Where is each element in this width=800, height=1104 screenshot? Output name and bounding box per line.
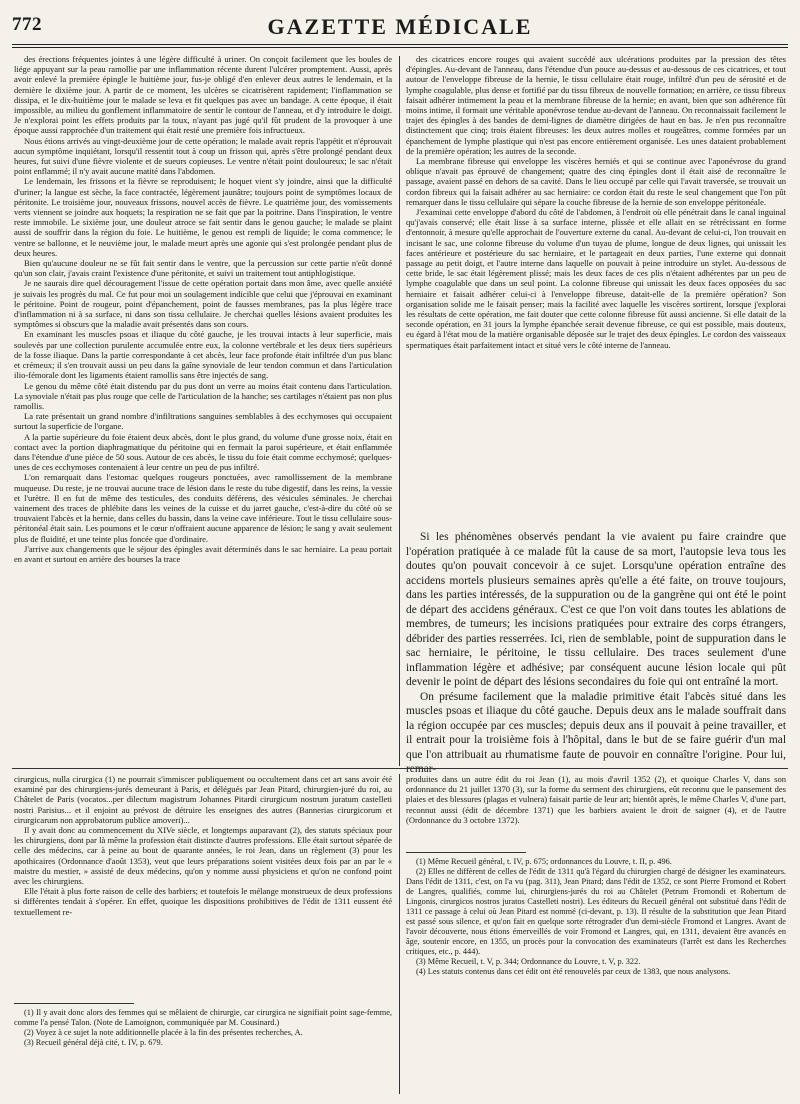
- column-divider: [399, 56, 400, 766]
- paragraph: A la partie supérieure du foie étaient deux abcès, dont le plus grand, du volume d'une grosse noix, était en contact avec la portion diaphragmatique du péritoine qui en fermait la paroi supérieure, et était enflammée dans l'étendue d'une pièce de 50 sous. Autour de ces abcès, le tissu du foie était comme ecchymosé; quelques-unes de ces ecchymoses contenaient à leur centre un peu de pus infiltré.: [14, 431, 392, 473]
- lower-right-column: [406, 774, 786, 850]
- paragraph: Bien qu'aucune douleur ne se fût fait sentir dans le ventre, que la percussion sur cette partie n'eût donné qu'un son clair, j'avais craint l'existence d'une péritonite, et suivi un traitement tout antiphlogistique.: [14, 258, 392, 279]
- paragraph: Si les phénomènes observés pendant la vie avaient pu faire craindre que l'opération pratiquée à ce malade fût la cause de sa mort, l'autopsie leva tous les doutes qu'on pouvait concevoir à ce sujet. Lorsqu'une opération entraîne des accidens mortels plusieurs semaines après qu'elle a été faite, on trouve toujours, dans les parties intéressés, de la suppuration ou de la gangrène qui ont été le point de départ des accidens généraux. C'est ce que l'on voit dans toutes les ablations de membres, de tumeurs; les incisions pratiquées pour extraire des corps étrangers, débrider des parties resserrées. Ici, rien de semblable, point de suppuration dans le sac herniaire, le péritoine, le tissu cellulaire. Des traces seulement d'une inflammation légère et adhésive; par conséquent aucune lésion locale qui pût devenir le point de départ des lésions secondaires du foie qui ont entraîné la mort.: [406, 531, 786, 688]
- paragraph: produites dans un autre édit du roi Jean (1), au mois d'avril 1352 (2), et quoique Charles V, dans son ordonnance du 21 juillet 1370 (3), sur la forme du serment des chirurgiens, eût reconnu que le pansement des plaies et des blessures (plagas et vulnera) faisait partie de leur art; bientôt après, le même Charles V, d'une part, reconnut aussi (édit de décembre 1371) que les barbiers avaient le droit de saigner (4), et de l'autre (Ordonnance du 3 octobre 1372).: [406, 774, 786, 825]
- paragraph: La rate présentait un grand nombre d'infiltrations sanguines semblables à des ecchymoses qui occupaient surtout la superficie de l'organe.: [14, 411, 392, 432]
- footnote: (3) Recueil général déjà cité, t. IV, p. 679.: [24, 1038, 163, 1047]
- paragraph: Le genou du même côté était distendu par du pus dont un verre au moins était contenu dans l'articulation. La synoviale n'était pas plus rouge que celle de l'articulation de la hanche; ses cartilages n'étaient pas non plus ramollis.: [14, 380, 392, 411]
- page-header: [12, 14, 788, 40]
- footnote: (1) Il y avait donc alors des femmes qui se mêlaient de chirurgie, car cirurgica ne signifiait point sage-femme, comme l'a pensé Talon. (Note de Lamoignon, communiquée par M. Cousinard.): [14, 1008, 392, 1027]
- lower-left-column: [14, 774, 392, 1000]
- footnote: (2) Elles ne diffèrent de celles de l'édit de 1311 qu'à l'égard du chirurgien chargé de désigner les examinateurs. Dans l'édit de 1311, c'est, on l'a vu (pag. 311), Jean Pitard; dans l'édit de 1352, ce sont Pierre Fromond et Robert de Langres, qualifiés, comme lui, chirurgiens-jurés du roi au Châtelet (Petrum Fromondi et Robertum de Lingonis, cirurgicos nostros juratos Castelleti nostri). Les éditeurs du Recueil général ont substitué dans l'édit de 1311 ce passage à celui où Jean Pitard est nommé (ci-devant, p. 13). Il résulte de la substitution que Jean Pitard est passé sous silence, et qu'on fait en quelque sorte rétrograder d'un demi-siècle Fromond et Langres. Avant de l'avoir découverte, nous étions émerveillés de voir Fromond et Langres, qui, en 1311, devaient être avancés en âge, soutenir encore, en 1355, un procès pour la convocation des examinateurs (l'arrêt est dans les Recherches critiques, etc., p. 444).: [406, 867, 786, 956]
- header-rule: [12, 44, 788, 45]
- lower-right-footnotes: [406, 857, 786, 1100]
- paragraph: L'on remarquait dans l'estomac quelques rougeurs ponctuées, avec ramollissement de la membrane muqueuse. Du reste, je ne trouvai aucune trace de lésion dans le reste du tube digestif, dans les reins, la vessie et l'urètre. Il en fut de même des testicules, des conduits déférens, des vésicules séminales. Je cherchai vainement des traces de phlébite dans les veines de la cuisse et du jarret gauche, c'est-à-dire du côté où se trouvaient l'abcès et la hernie, dans celles du bassin, dans la veine cave inférieure. Tout le tissu cellulaire sous-péritonéal était sain. Les poumons et le cœur n'offraient aucune apparence de lésion; le sang y avait seulement plus de fluidité, et une teinte plus foncée que d'ordinaire.: [14, 472, 392, 544]
- section-rule: [12, 768, 788, 769]
- footnote: (4) Les statuts contenus dans cet édit ont été renouvelés par ceux de 1383, que nous analysons.: [416, 967, 731, 976]
- paragraph: Il y avait donc au commencement du XIVe siècle, et longtemps auparavant (2), des statuts spéciaux pour les chirurgiens, dont par là même la profession était distincte d'autres professions. Elle était surtout séparée de celle des médecins, car à peine au bout de quarante années, le roi Jean, dans un règlement (3) pour les apothicaires (Ordonnance d'août 1353), veut que leurs préparations soient visitées deux fois par an par le « maistre du mestier, » assisté de deux médecins, qu'on y nomme aussi physiciens et qu'on ne confond point avec les chirurgiens.: [14, 825, 392, 887]
- paragraph: En examinant les muscles psoas et iliaque du côté gauche, je les trouvai intacts à leur superficie, mais soulevés par une collection purulente accumulée entre eux, la colonne vertébrale et les deux tiers supérieurs de la fosse iliaque. Dans la partie correspondante à cet abcès, leur face profonde était infiltrée d'un pus blanc et crémeux; il s'en trouvait aussi un peu dans la gaîne synoviale de leur tendon commun et dans l'articulation ilio-fémorale dont les ligaments étaient ramollis sans être injectés de sang.: [14, 329, 392, 381]
- paragraph: On présume facilement que la maladie primitive était l'abcès situé dans les muscles psoas et iliaque du côté gauche. Depuis deux ans le malade souffrait dans la région occupée par ces muscles; depuis deux ans il pouvait à peine travailler, et il entrait pour la troisième fois à l'hôpital, dans le but de se faire guérir d'un mal que l'on attribuait au rhumatisme faute de pouvoir en connaître l'origine. Pour lui, remar-: [406, 690, 786, 775]
- column-divider: [399, 774, 400, 1094]
- footnote: (1) Même Recueil général, t. IV, p. 675; ordonnances du Louvre, t. II, p. 496.: [416, 857, 672, 866]
- footnote: (3) Même Recueil, t. V, p. 344; Ordonnance du Louvre, t. V, p. 322.: [416, 957, 641, 966]
- journal-title: GAZETTE MÉDICALE: [267, 14, 533, 39]
- upper-right-large-text: [406, 530, 786, 775]
- paragraph: La membrane fibreuse qui enveloppe les viscères herniés et qui se continue avec l'aponévrose du grand oblique n'avait pas éprouvé de changement; quatre des cinq épingles dont il était aisé de reconnaître le passage, avaient passé en dehors de sa cavité. Dans le lieu occupé par celle qui l'avait traversée, se trouvait un cordon fibreux qui la faisait adhérer au sac herniaire: ce cordon était du reste le seul changement que l'on pût remarquer dans le tissu cellulaire qui sépare la couche fibreuse de la hernie de son enveloppe péritonéale.: [406, 156, 786, 207]
- upper-right-column: [406, 54, 786, 528]
- paragraph: cirurgicus, nulla cirurgica (1) ne pourrait s'immiscer publiquement ou occultement dans cet art sans avoir été examiné par des chirurgiens-jurés demeurant à Paris, et délégués par Jean Pitard, chirurgien-juré du roi, au Châtelet de Paris (vocatos...per dilectum magistrum Johannes Pitardi cirurgicum nostrum juratum castelleti nostri Parisius... et il enjoint au prévost de détruire les enseignes des autres (Bannerias cirurgicorum et cirurgicarum non approbatorum publice amoveri)...: [14, 774, 392, 825]
- paragraph: Le lendemain, les frissons et la fièvre se reproduisent; le hoquet vient s'y joindre, ainsi que la difficulté d'uriner; la langue est sèche, la face contractée, légèrement jaunâtre; toujours point de symptômes locaux de péritonite. Le troisième jour, nouveaux frissons, nouvel accès de fièvre. Le quatrième jour, des vomissements verts viennent se joindre aux hoquets; la respiration ne se fait que par la poitrine. Dans l'inspiration, le ventre reste immobile. Le sixième jour, une douleur atroce se fait sentir dans le genou gauche; le malade se plaint aussi de souffrir dans la région du foie. Le huitième, le genou est rempli de liquide; le coma commence; le ventre se ballonne, et le neuvième jour, le malade meurt après une agonie qui s'est prolongée pendant plus de deux heures.: [14, 176, 392, 258]
- lower-left-footnotes: [14, 1008, 392, 1100]
- footnote: (2) Voyez à ce sujet la note additionnelle placée à la fin des présentes recherches, A.: [24, 1028, 303, 1037]
- header-rule-thin: [12, 47, 788, 48]
- paragraph: des érections fréquentes jointes à une légère difficulté à uriner. On conçoit facilement que les boules de liége appuyant sur la peau ramollie par une inflammation récente durent l'ulcérer promptement. Aussi, après avoir enlevé la première épingle le huitième jour, fus-je obligé d'en enlever deux autres le lendemain, et la dernière le dixième jour. A partir de ce moment, les ulcères se cicatrisèrent rapidement; l'inflammation se dissipa, et le dix-huitième jour le malade se leva et fit quelques pas avec un bandage. A cette époque, il était impossible, au milieu du gonflement inflammatoire de sentir le contour de l'anneau, et d'y introduire le doigt. Je n'explorai point les effets produits par la toux, n'ayant pas jugé qu'il fût prudent de la provoquer à une époque aussi rapprochée d'un traitement qui était resté une première fois infructueux.: [14, 54, 392, 136]
- paragraph: Elle l'était à plus forte raison de celle des barbiers; et toutefois le mélange monstrueux de deux professions si différentes tendait à s'opérer. En effet, quoique les dispositions prohibitives de l'édit de 1311 eussent été textuellement re-: [14, 886, 392, 917]
- upper-left-column: [14, 54, 392, 766]
- page-number: 772: [12, 14, 42, 35]
- footnote-separator: [406, 852, 526, 853]
- paragraph: Je ne saurais dire quel découragement l'issue de cette opération portait dans mon âme, avec quelle anxiété je suivais les progrès du mal. Ce fut pour moi un soulagement indicible que celui que j'éprouvai en examinant le péritoine. Point de rougeur, point d'épanchement, point de fausses membranes, pas la plus légère trace d'inflammation ni à sa surface, ni dans son tissu cellulaire. Je cherchai quelles lésions avaient produites les symptômes si obscurs que la maladie avait présentés dans son cours.: [14, 278, 392, 330]
- paragraph: des cicatrices encore rouges qui avaient succédé aux ulcérations produites par la pression des têtes d'épingles. Au-devant de l'anneau, dans l'étendue d'un pouce au-dessus et au-dessous de ces cicatrices, et tout autour de l'enveloppe fibreuse de la hernie, le tissu cellulaire était rouge, infiltré d'un peu de sérosité et de lymphe coagulable, plus dense et fortifié par du tissu fibreux de nouvelle formation; en arrière, ce tissu fibreux faisait adhérer intimement la peau et la membrane fibreuse de la hernie; en avant, bien que son adhérence fût moins intime, il formait une véritable aponévrose tendue au-devant de l'anneau. On reconnaissait facilement le trajet des épingles à des bandes de demi-lignes de diamètre dirigées de haut en bas. Je n'en pus reconnaître distinctement que cinq; trois étaient fibreuses: les deux autres molles et rougeâtres, comme formées par un épanchement de lymphe plastique qui n'est pas encore entièrement organisée. Les unes dataient probablement de la première opération; les autres de la seconde.: [406, 54, 786, 156]
- paragraph: J'examinai cette enveloppe d'abord du côté de l'abdomen, à l'endroit où elle pénétrait dans le canal inguinal qu'j'avais conservé; elle était lisse à sa surface interne, plissée et elle allait en se rétrécissant en forme d'entonnoir, à mesure qu'elle approchait de l'ouverture externe du canal. Au-devant de celui-ci, l'on trouvait en incisant le sac, une colonne fibreuse du volume d'un tuyau de plume, longue de deux lignes, qui unissait les faces antérieure et postérieure du sac herniaire, et le partageait en deux parties, l'une externe qui donnait passage au petit doigt, et l'autre interne dans laquelle on pouvait à peine introduire un stylet. Au-dessous de cette bride, le sac était légèrement plissé; mais les deux faces de ces plis n'étaient adhérentes par un peu de lymphe coagulable que dans un seul point. La colonne fibreuse qui unissait les deux faces opposées du sac herniaire et faisait adhérer celui-ci à l'enveloppe fibreuse, datait-elle de la première opération? Son organisation solide me le faisait penser; mais la facilité avec laquelle les viscères sortirent, lorsque j'explorai les résultats de cette opération, me fait douter que cette colonne fibreuse fût aussi ancienne. Si elle datait de la seconde opération, en 31 jours la lymphe épanchée serait devenue fibreuse, ce qui est possible, mais douteux, eu égard à l'état mou de la matière organisable déposée sur le trajet des deux épingles. Le cordon des vaisseaux spermatiques était parfaitement intact et situé vers le côté interne de l'anneau.: [406, 207, 786, 350]
- footnote-separator: [14, 1003, 134, 1004]
- paragraph: J'arrive aux changements que le séjour des épingles avait déterminés dans le sac herniaire. La peau portait en avant et surtout en arrière des bourses la trace: [14, 543, 392, 564]
- paragraph: Nous étions arrivés au vingt-deuxième jour de cette opération; le malade avait repris l'appétit et n'éprouvait aucun symptôme inquiétant, lorsqu'il ressentit tout à coup un frisson qui, après s'être prolongé pendant deux heures, fut suivi d'une fièvre violente et de sueurs copieuses. Le ventre n'était point douloureux; le sac n'était point enflammé; il n'y avait aucune matité dans l'abdomen.: [14, 135, 392, 177]
